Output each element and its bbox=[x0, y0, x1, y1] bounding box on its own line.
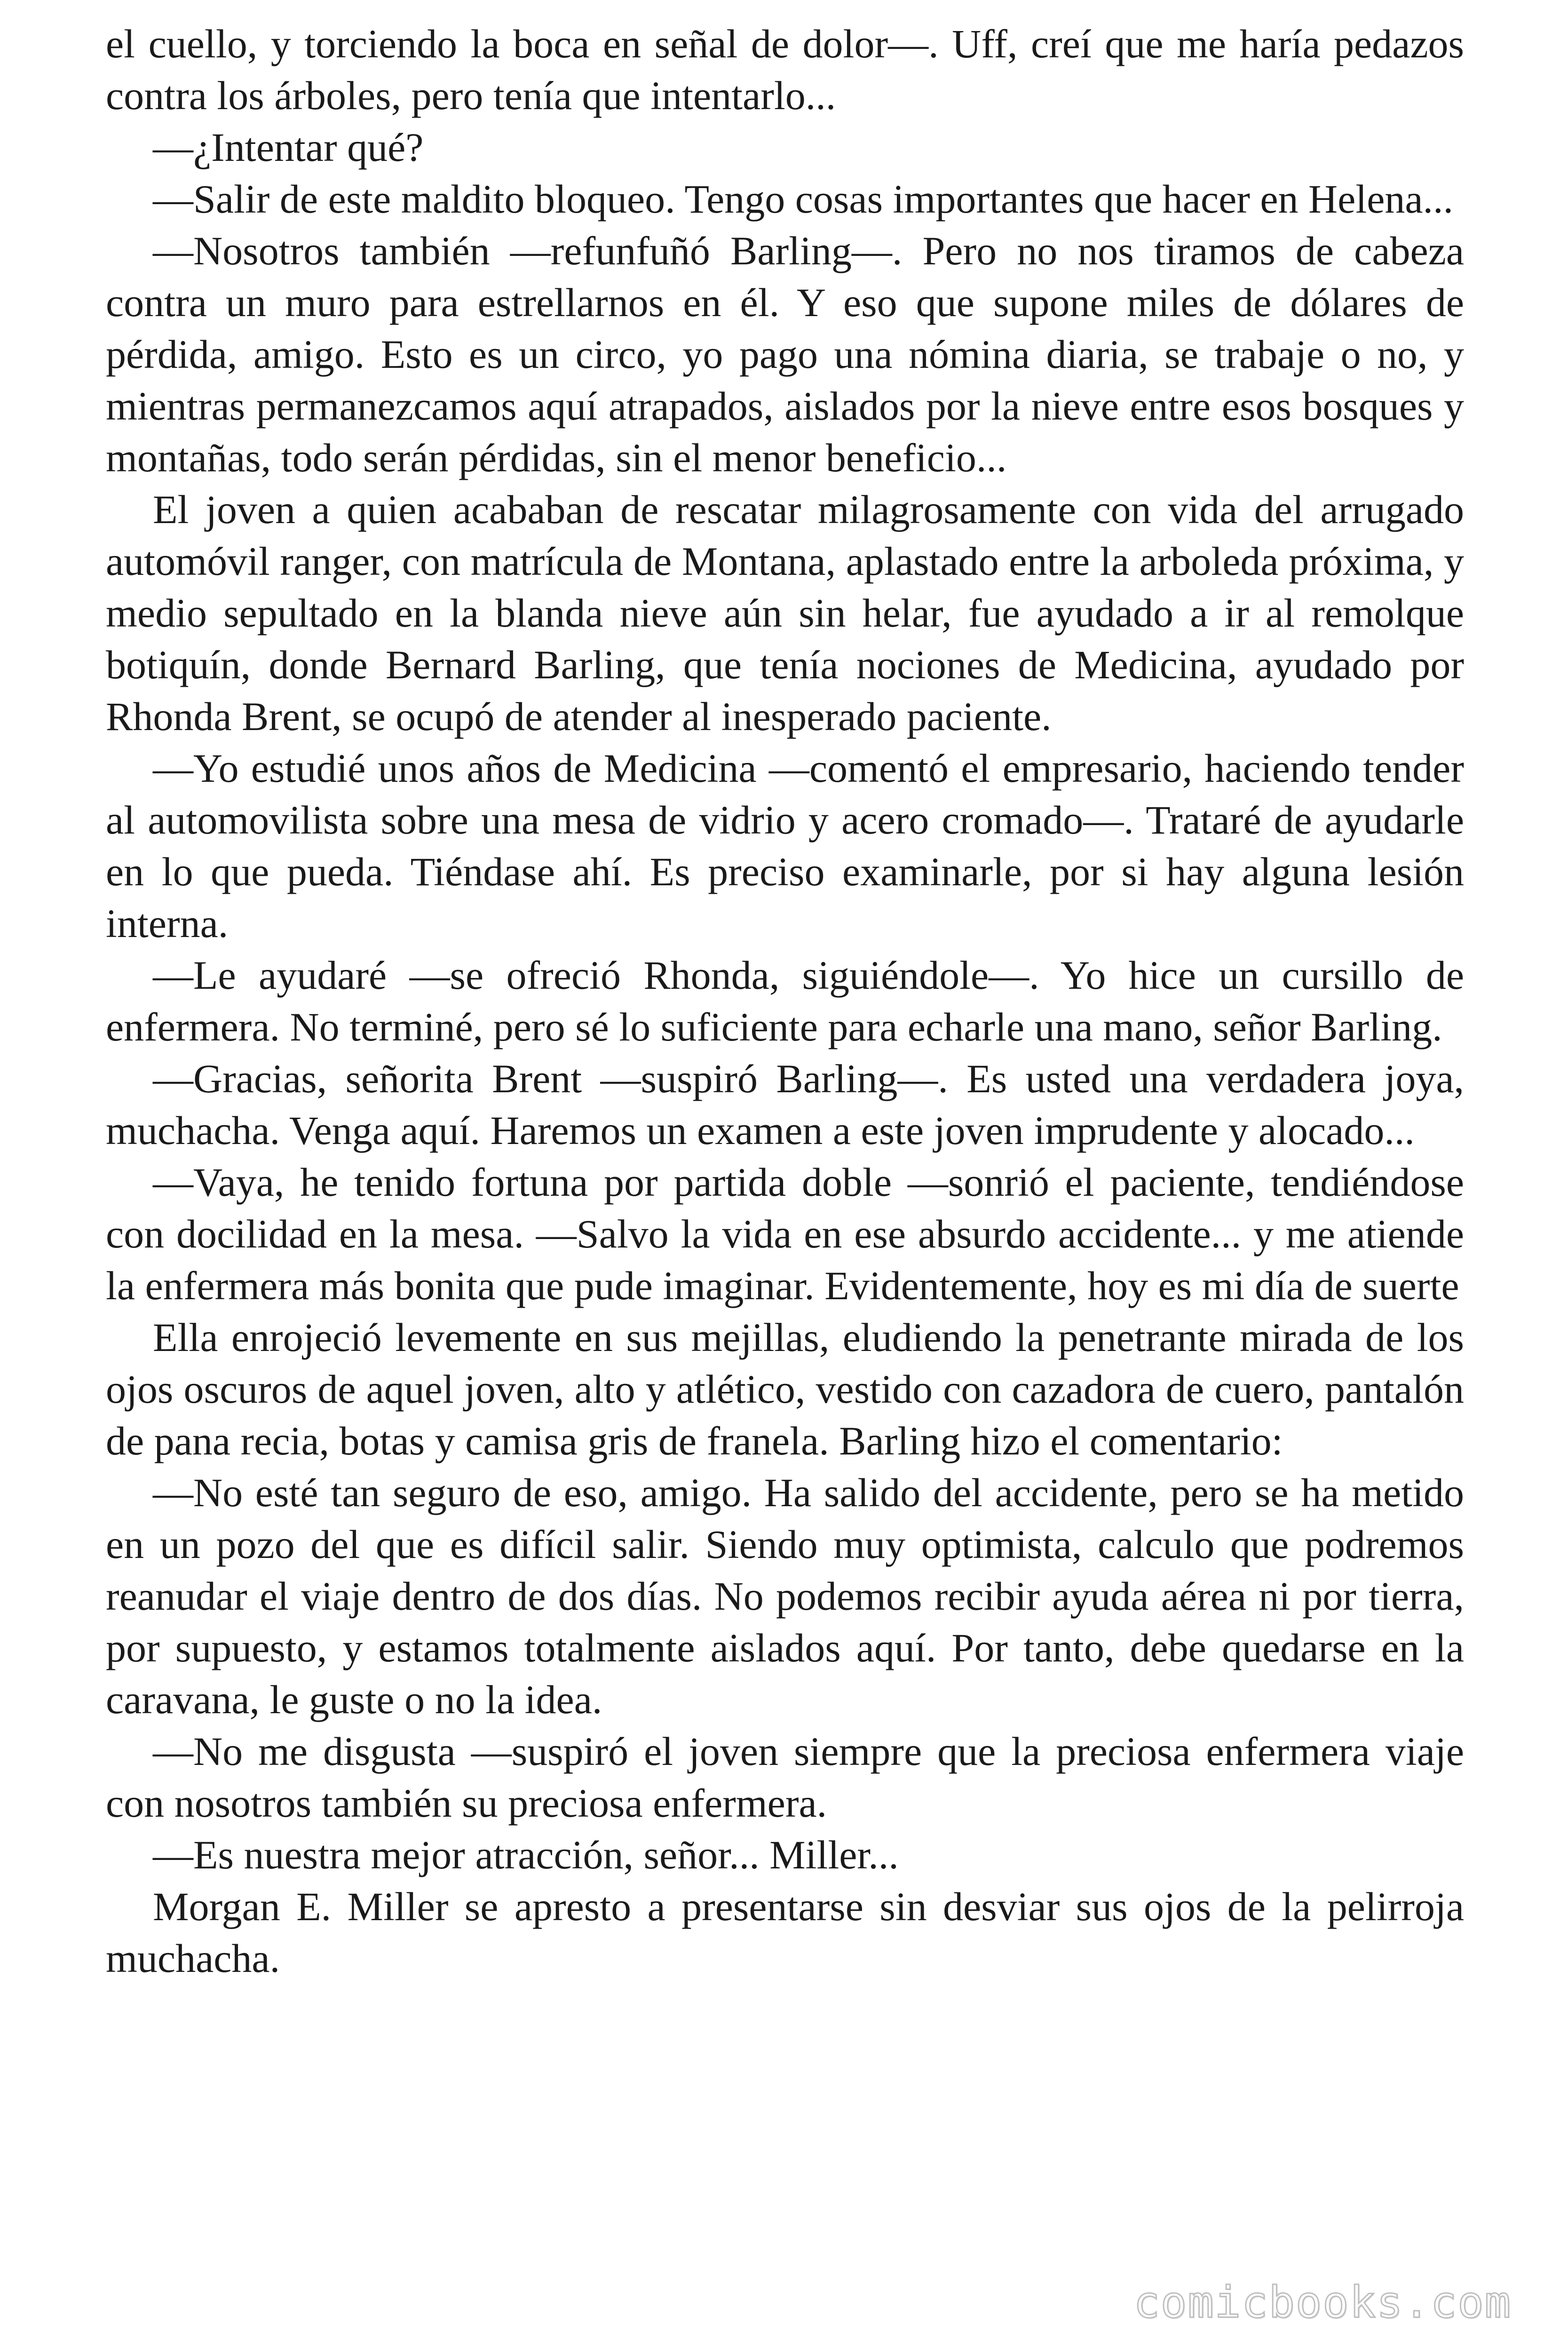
paragraph: Morgan E. Miller se apresto a presentarse sin desviar sus ojos de la pelirroja muchacha. bbox=[106, 1884, 1464, 1981]
paragraph: El joven a quien acababan de rescatar milagrosamente con vida del arrugado automóvil ranger, con matrícula de Montana, aplastado entre la arboleda próxima, y medio sepultado en la blanda nieve aún sin helar, fue ayudado a ir al remolque botiquín, donde Bernard Barling, que tenía nociones de Medicina, ayudado por Rhonda Brent, se ocupó de atender al inesperado paciente. bbox=[106, 487, 1464, 739]
paragraph: —Yo estudié unos años de Medicina —comentó el empresario, haciendo tender al automovilista sobre una mesa de vidrio y acero cromado—. Trataré de ayudarle en lo que pueda. Tiéndase ahí. Es preciso examinarle, por si hay alguna lesión interna. bbox=[106, 746, 1464, 946]
paragraph: el cuello, y torciendo la boca en señal de dolor—. Uff, creí que me haría pedazos contra los árboles, pero tenía que intentarlo... bbox=[106, 21, 1464, 118]
paragraph: —Salir de este maldito bloqueo. Tengo cosas importantes que hacer en Helena... bbox=[153, 176, 1454, 222]
paragraph: —Le ayudaré —se ofreció Rhonda, siguiéndole—. Yo hice un cursillo de enfermera. No terminé, pero sé lo suficiente para echarle una mano, señor Barling. bbox=[106, 953, 1464, 1049]
paragraph: —Nosotros también —refunfuñó Barling—. Pero no nos tiramos de cabeza contra un muro para estrellarnos en él. Y eso que supone miles de dólares de pérdida, amigo. Esto es un circo, yo pago una nómina diaria, se trabaje o no, y mientras permanezcamos aquí atrapados, aislados por la nieve entre esos bosques y montañas, todo serán pérdidas, sin el menor beneficio... bbox=[106, 228, 1464, 480]
paragraph: Ella enrojeció levemente en sus mejillas, eludiendo la penetrante mirada de los ojos oscuros de aquel joven, alto y atlético, vestido con cazadora de cuero, pantalón de pana recia, botas y camisa gris de franela. Barling hizo el comentario: bbox=[106, 1315, 1464, 1463]
paragraph: —Gracias, señorita Brent —suspiró Barling—. Es usted una verdadera joya, muchacha. Venga aquí. Haremos un examen a este joven imprudente y alocado... bbox=[106, 1056, 1464, 1153]
paragraph: —No esté tan seguro de eso, amigo. Ha salido del accidente, pero se ha metido en un pozo del que es difícil salir. Siendo muy optimista, calculo que podremos reanudar el viaje dentro de dos días. No podemos recibir ayuda aérea ni por tierra, por supuesto, y estamos totalmente aislados aquí. Por tanto, debe quedarse en la caravana, le guste o no la idea. bbox=[106, 1470, 1464, 1722]
paragraph: —Es nuestra mejor atracción, señor... Miller... bbox=[153, 1832, 899, 1877]
paragraph: —¿Intentar qué? bbox=[153, 125, 424, 170]
paragraph: —Vaya, he tenido fortuna por partida doble —sonrió el paciente, tendiéndose con docilidad en la mesa. —Salvo la vida en ese absurdo accidente... y me atiende la enfermera más bonita que pude imaginar. Evidentemente, hoy es mi día de suerte bbox=[106, 1160, 1464, 1308]
watermark: comicbooks.com bbox=[1133, 2277, 1512, 2328]
paragraph: —No me disgusta —suspiró el joven siempre que la preciosa enfermera viaje con nosotros también su preciosa enfermera. bbox=[106, 1729, 1464, 1826]
body-text bbox=[106, 18, 1464, 1984]
